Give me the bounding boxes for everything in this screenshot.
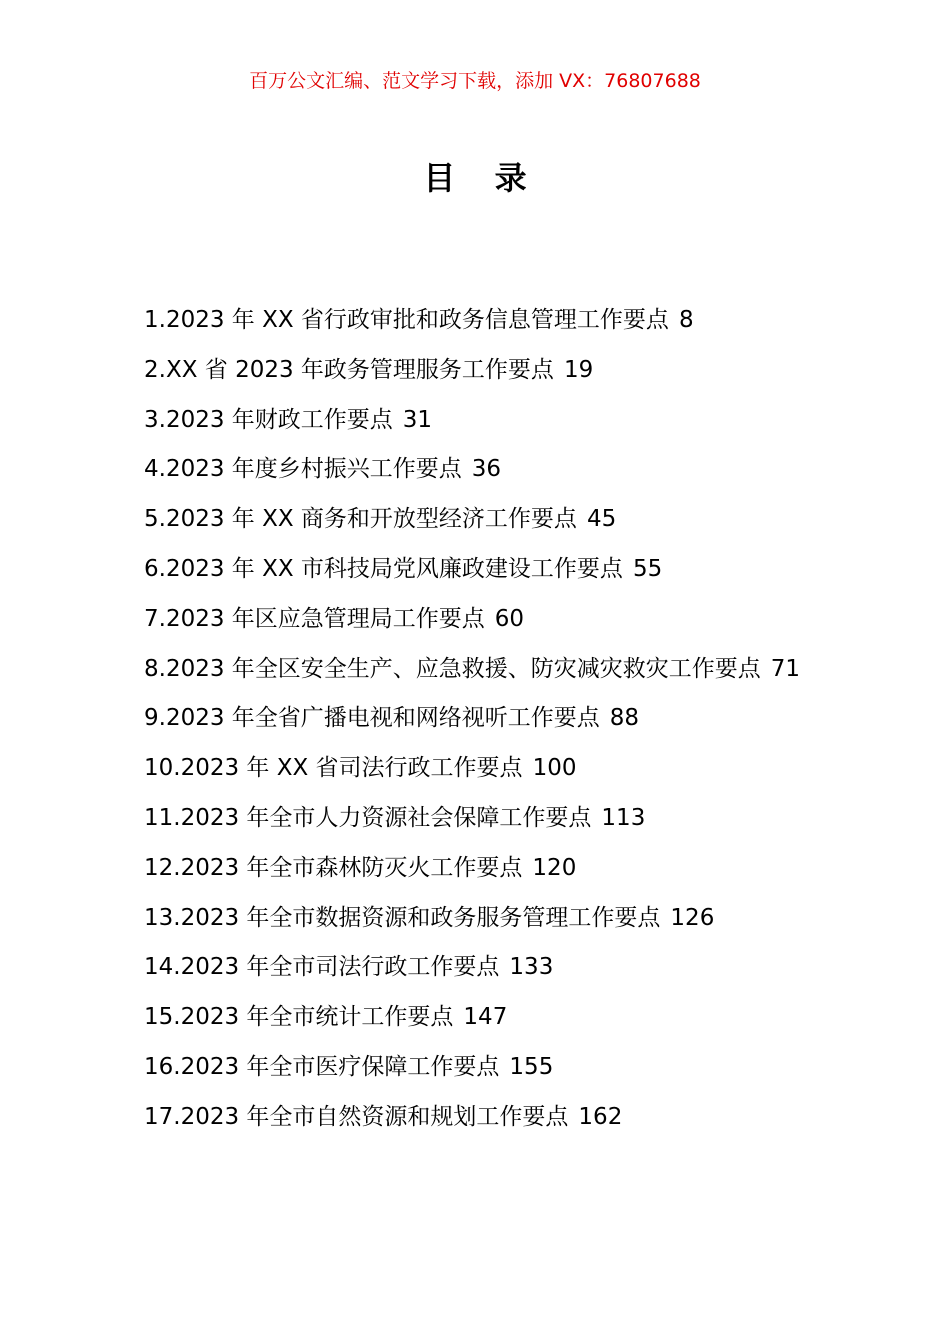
toc-entry[interactable] (144, 844, 824, 894)
toc-entry-text: 6.2023 年 XX 市科技局党风廉政建设工作要点 (144, 555, 623, 582)
toc-entry-page: 162 (578, 1103, 623, 1130)
toc-entry-page: 8 (678, 307, 694, 333)
toc-entry-page: 71 (770, 655, 801, 682)
toc-entry-text: 7.2023 年区应急管理局工作要点 (144, 605, 485, 632)
toc-entry-page: 60 (494, 605, 525, 632)
toc-entry-text: 9.2023 年全省广播电视和网络视听工作要点 (144, 705, 600, 732)
toc-entry[interactable] (144, 445, 824, 495)
toc-entry[interactable] (144, 645, 824, 695)
toc-entry-page: 19 (563, 356, 594, 383)
toc-entry-page: 100 (532, 755, 577, 782)
toc-entry[interactable] (144, 694, 824, 744)
toc-entry[interactable] (144, 296, 824, 346)
toc-entry-page: 133 (509, 954, 554, 981)
toc-entry-page: 55 (632, 555, 663, 582)
header-note: 百万公文汇编、范文学习下载，添加 VX：76807688 (249, 70, 701, 92)
page-title: 目 录 (423, 159, 541, 197)
toc-entry[interactable] (144, 495, 824, 545)
toc-entry[interactable] (144, 346, 824, 396)
toc-entry-page: 155 (509, 1053, 554, 1080)
toc-entry-page: 126 (670, 904, 715, 931)
toc-entry-text: 2.XX 省 2023 年政务管理服务工作要点 (144, 356, 554, 383)
toc-entry-page: 45 (586, 506, 617, 533)
toc-entry-text: 13.2023 年全市数据资源和政务服务管理工作要点 (144, 904, 661, 931)
toc-entry-text: 11.2023 年全市人力资源社会保障工作要点 (144, 804, 592, 831)
toc-entry[interactable] (144, 595, 824, 645)
toc-entry[interactable] (144, 545, 824, 595)
toc-entry-page: 120 (532, 854, 577, 881)
toc-entry[interactable] (144, 993, 824, 1043)
toc-entry-text: 12.2023 年全市森林防灭火工作要点 (144, 854, 523, 881)
toc-entry[interactable] (144, 1093, 824, 1143)
toc-entry-page: 147 (463, 1004, 508, 1031)
toc-entry[interactable] (144, 794, 824, 844)
toc-entry[interactable] (144, 1043, 824, 1093)
toc-entry-text: 17.2023 年全市自然资源和规划工作要点 (144, 1103, 569, 1130)
toc-entry-text: 14.2023 年全市司法行政工作要点 (144, 954, 500, 981)
toc-entry-page: 31 (402, 406, 433, 433)
toc-entry[interactable] (144, 396, 824, 446)
toc-list (144, 296, 824, 1143)
toc-entry-text: 10.2023 年 XX 省司法行政工作要点 (144, 755, 523, 782)
toc-entry-text: 15.2023 年全市统计工作要点 (144, 1004, 454, 1031)
toc-entry-page: 88 (609, 705, 640, 732)
toc-entry-text: 5.2023 年 XX 商务和开放型经济工作要点 (144, 506, 577, 533)
toc-entry[interactable] (144, 744, 824, 794)
toc-entry-text: 16.2023 年全市医疗保障工作要点 (144, 1053, 500, 1080)
toc-entry-text: 3.2023 年财政工作要点 (144, 406, 393, 433)
toc-entry[interactable] (144, 943, 824, 993)
toc-entry-page: 113 (601, 804, 646, 831)
toc-entry-text: 8.2023 年全区安全生产、应急救援、防灾减灾救灾工作要点 (144, 655, 761, 682)
toc-entry[interactable] (144, 894, 824, 944)
toc-entry-page: 36 (471, 456, 502, 483)
toc-entry-text: 4.2023 年度乡村振兴工作要点 (144, 456, 462, 483)
toc-entry-text: 1.2023 年 XX 省行政审批和政务信息管理工作要点 (144, 307, 669, 333)
